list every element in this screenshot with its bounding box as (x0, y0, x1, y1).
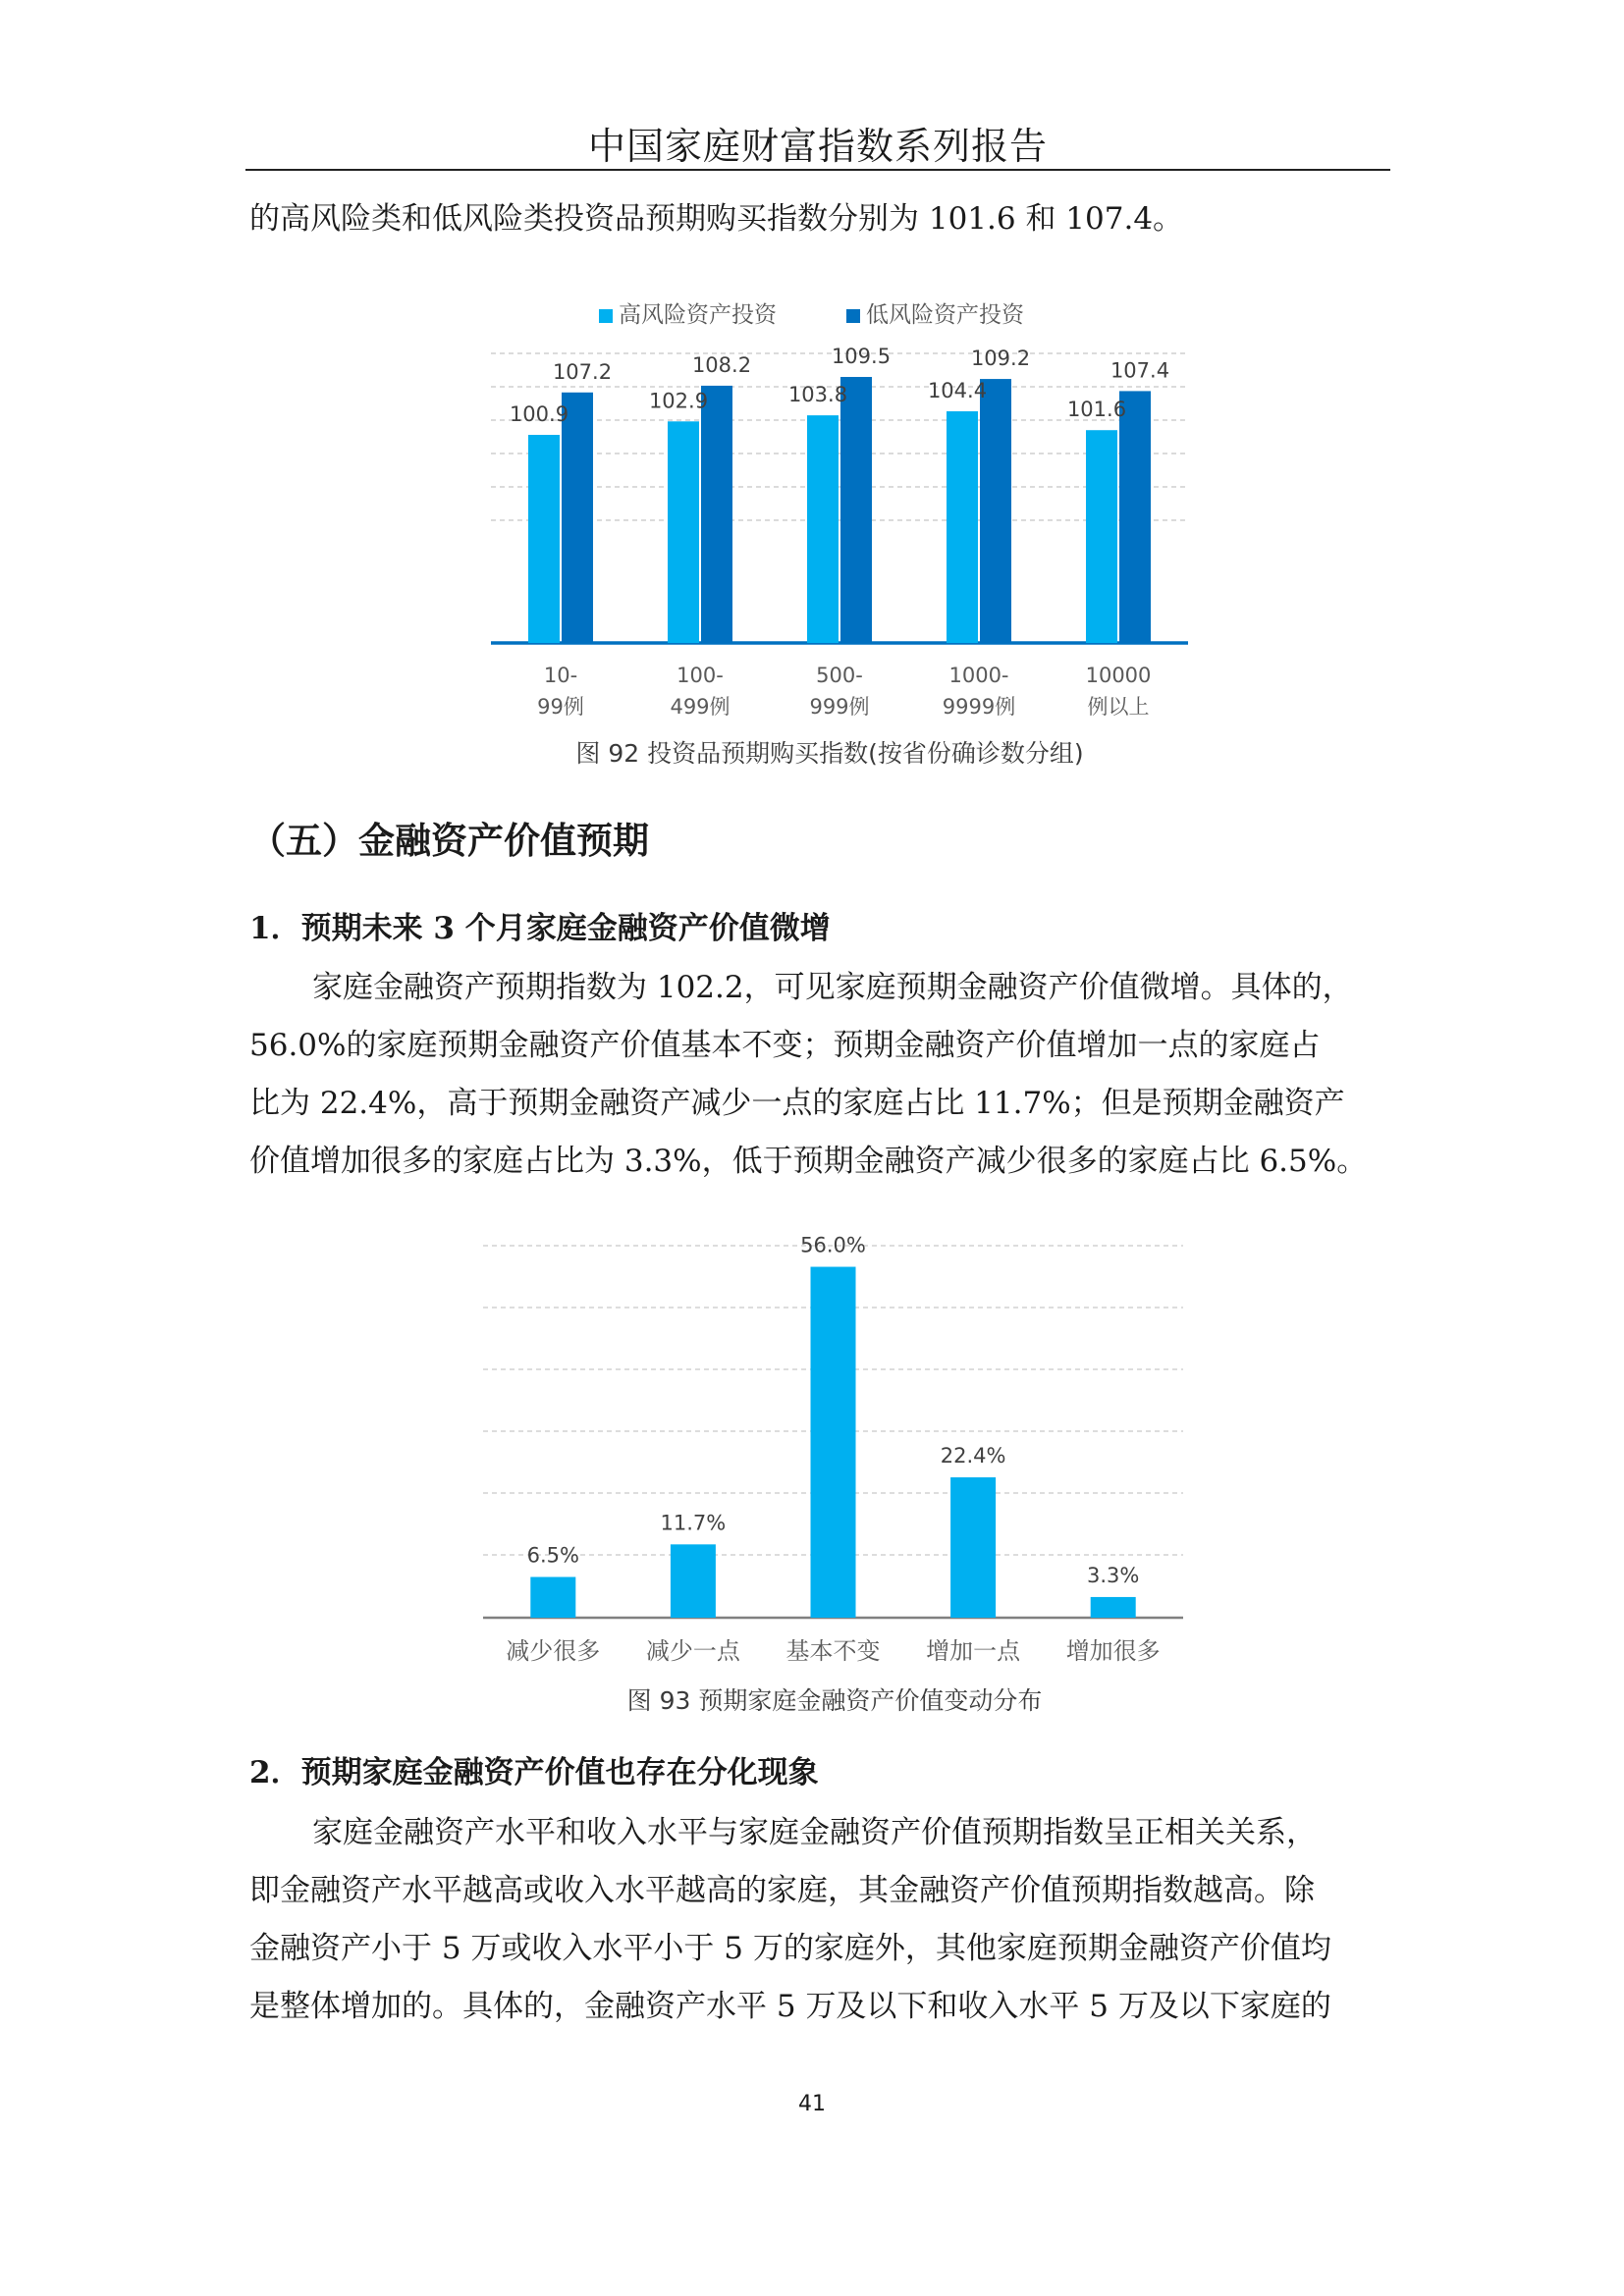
high-risk-bar (1086, 430, 1117, 643)
category-label: 499例 (670, 695, 731, 719)
paragraph-line: 的高风险类和低风险类投资品预期购买指数分别为 101.6 和 107.4。 (249, 201, 1184, 237)
category-label: 500- (816, 664, 863, 687)
paragraph-line: 即金融资产水平越高或收入水平越高的家庭，其金融资产价值预期指数越高。除 (249, 1873, 1315, 1908)
chart-category-labels (506, 1637, 1160, 1665)
value-label: 56.0% (800, 1233, 866, 1257)
category-label: 减少很多 (506, 1637, 601, 1665)
paragraph-line: 价值增加很多的家庭占比为 3.3%，低于预期金融资产减少很多的家庭占比 6.5%。 (249, 1144, 1368, 1179)
value-label: 102.9 (648, 389, 709, 413)
value-label: 104.4 (927, 379, 988, 402)
intro-paragraph (249, 190, 1390, 248)
distribution-bar (530, 1577, 575, 1618)
high-risk-bar (947, 411, 978, 643)
low-risk-bar (840, 377, 872, 643)
value-label: 100.9 (509, 402, 569, 427)
category-label: 10000 (1085, 664, 1152, 687)
distribution-bar (671, 1544, 716, 1618)
low-risk-bar (701, 386, 732, 643)
value-label: 109.5 (831, 345, 892, 369)
value-label: 101.6 (1066, 398, 1127, 422)
value-label: 108.2 (691, 352, 752, 377)
figure-93-chart (471, 1222, 1198, 1683)
subsection-1-paragraph (249, 959, 1390, 1191)
category-label: 基本不变 (785, 1637, 881, 1665)
distribution-bar (950, 1477, 996, 1618)
category-label: 100- (677, 664, 724, 687)
value-label: 11.7% (660, 1511, 727, 1535)
low-risk-bar (980, 379, 1011, 643)
category-label: 999例 (809, 695, 870, 719)
value-label: 22.4% (940, 1444, 1006, 1468)
chart-bars (530, 1267, 1135, 1618)
chart-value-labels (510, 345, 1169, 426)
category-label: 增加一点 (926, 1637, 1021, 1665)
category-label: 99例 (537, 695, 584, 719)
paragraph-line: 家庭金融资产水平和收入水平与家庭金融资产价值预期指数呈正相关关系， (312, 1815, 1317, 1850)
category-label: 9999例 (942, 695, 1016, 719)
high-risk-bar (528, 435, 560, 643)
legend-label: 高风险资产投资 (619, 302, 777, 328)
category-label: 例以上 (1087, 695, 1150, 719)
subsection-2-paragraph (249, 1804, 1390, 2036)
category-label: 10- (543, 664, 578, 687)
chart-bars (528, 377, 1151, 643)
high-risk-bar (807, 415, 839, 643)
figure-93-caption: 图 93 预期家庭金融资产价值变动分布 (626, 1686, 1043, 1715)
report-header-title: 中国家庭财富指数系列报告 (587, 125, 1048, 168)
subsection-heading-1: 1．预期未来 3 个月家庭金融资产价值微增 (249, 911, 831, 946)
low-risk-bar (1119, 391, 1151, 643)
section-heading: （五）金融资产价值预期 (249, 819, 649, 862)
distribution-bar (811, 1267, 856, 1618)
high-risk-bar (668, 421, 699, 643)
subsection-heading-2: 2．预期家庭金融资产价值也存在分化现象 (249, 1755, 819, 1790)
value-label: 107.4 (1110, 358, 1170, 383)
value-label: 107.2 (552, 359, 613, 384)
paragraph-line: 家庭金融资产预期指数为 102.2，可见家庭预期金融资产价值微增。具体的， (312, 970, 1353, 1005)
page-number: 41 (798, 2092, 826, 2116)
category-label: 1000- (948, 664, 1009, 687)
legend-label: 低风险资产投资 (866, 302, 1024, 328)
header-rule (245, 169, 1390, 171)
paragraph-line: 56.0%的家庭预期金融资产价值基本不变；预期金融资产价值增加一点的家庭占 (249, 1028, 1321, 1063)
low-risk-bar (562, 393, 593, 643)
value-label: 6.5% (526, 1543, 579, 1568)
legend-swatch (599, 309, 613, 323)
paragraph-line: 比为 22.4%，高于预期金融资产减少一点的家庭占比 11.7%；但是预期金融资产 (249, 1086, 1345, 1121)
value-label: 109.2 (970, 347, 1031, 371)
legend-swatch (846, 309, 860, 323)
paragraph-line: 金融资产小于 5 万或收入水平小于 5 万的家庭外，其他家庭预期金融资产价值均 (249, 1931, 1331, 1966)
value-label: 3.3% (1087, 1563, 1140, 1587)
figure-92-caption: 图 92 投资品预期购买指数(按省份确诊数分组) (575, 739, 1084, 768)
paragraph-line: 是整体增加的。具体的，金融资产水平 5 万及以下和收入水平 5 万及以下家庭的 (249, 1989, 1331, 2024)
chart-legend (599, 302, 1025, 328)
figure-92-chart (442, 285, 1218, 736)
category-label: 增加很多 (1065, 1637, 1161, 1665)
category-label: 减少一点 (645, 1637, 740, 1665)
distribution-bar (1091, 1597, 1136, 1618)
chart-category-labels (537, 664, 1151, 719)
value-label: 103.8 (787, 383, 848, 407)
